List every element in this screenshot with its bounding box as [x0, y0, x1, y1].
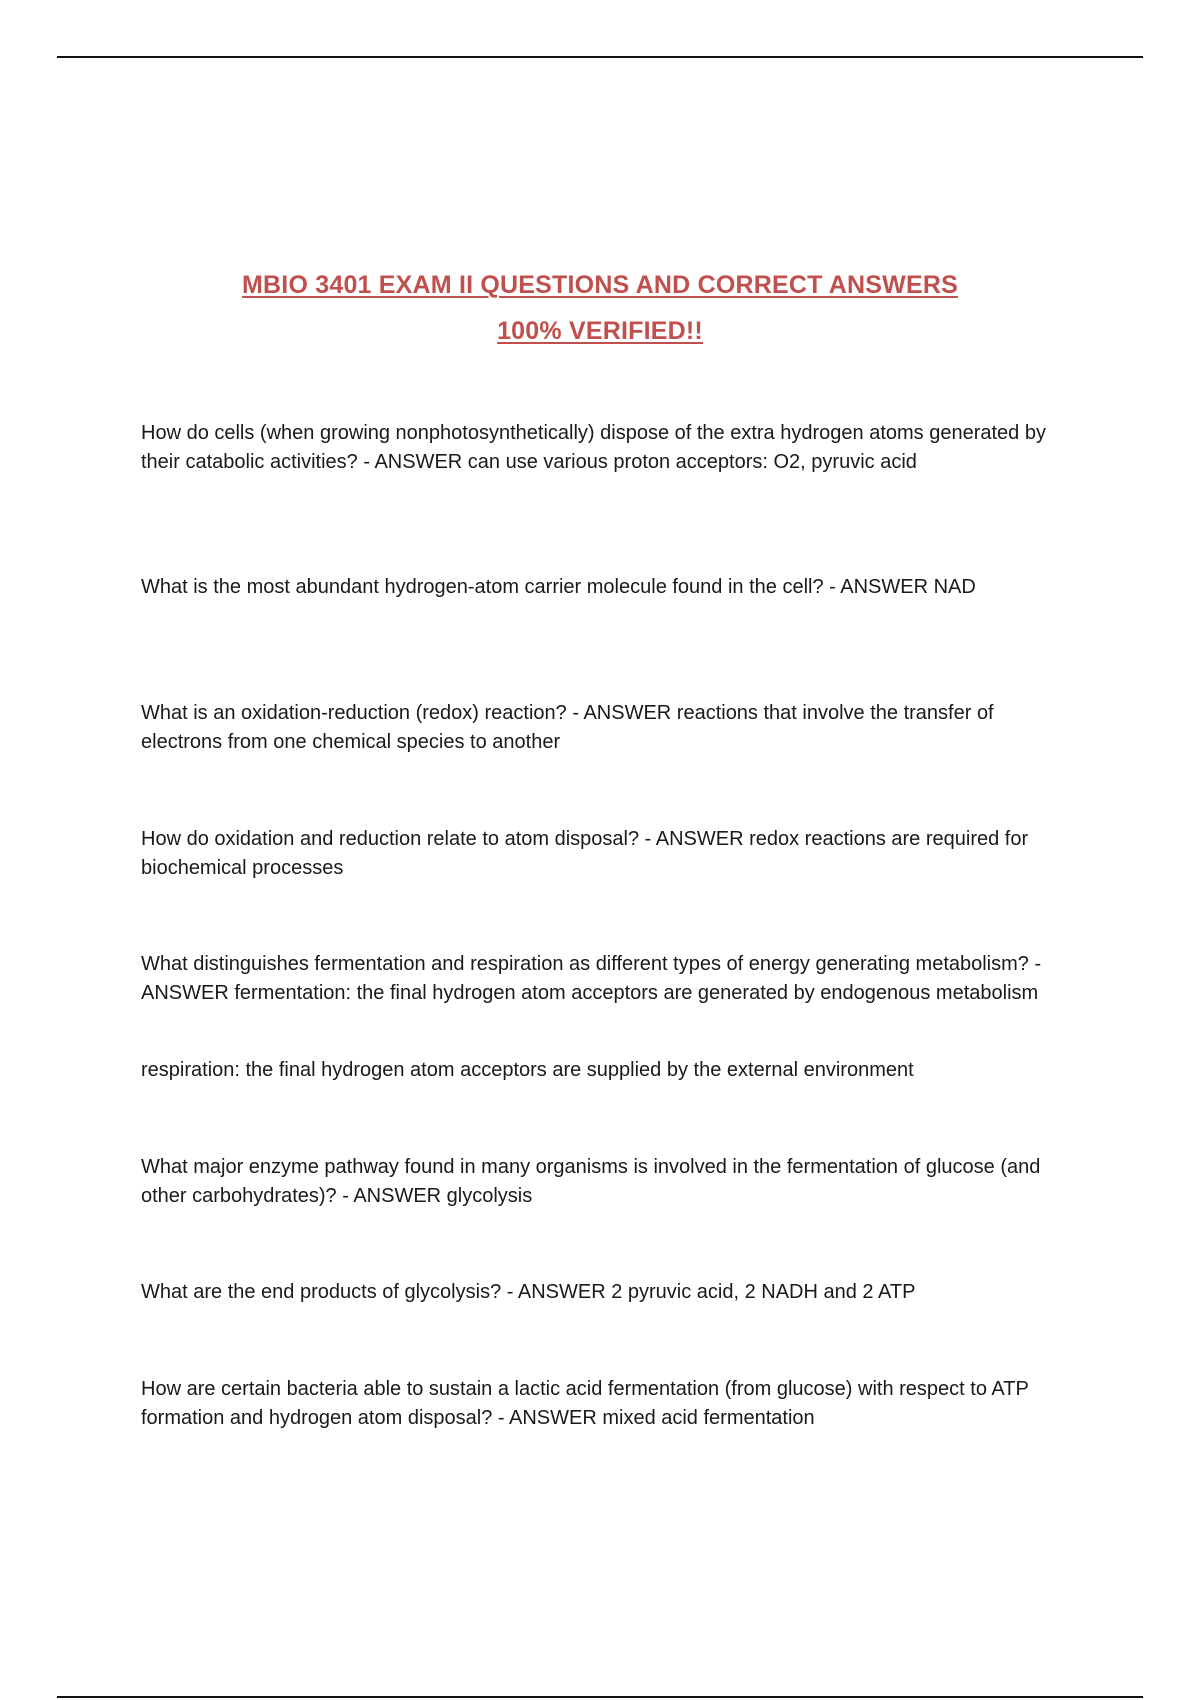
qa-item-4: How do oxidation and reduction relate to atom disposal? - ANSWER redox reactions are required for biochemical processes — [141, 828, 1029, 879]
qa-item-5: What distinguishes fermentation and respiration as different types of energy generating metabolism? - ANSWER fermentation: the final hydrogen atom acceptors are generated by endogenous metabolism — [141, 953, 1042, 1004]
qa-item-7: What are the end products of glycolysis? - ANSWER 2 pyruvic acid, 2 NADH and 2 ATP — [141, 1281, 916, 1303]
bottom-rule — [57, 1696, 1143, 1698]
title-line-1: MBIO 3401 EXAM II QUESTIONS AND CORRECT ANSWERS — [242, 271, 958, 299]
document-title — [100, 262, 1100, 354]
qa-item-6: What major enzyme pathway found in many organisms is involved in the fermentation of glucose (and other carbohydrates)? - ANSWER glycolysis — [141, 1156, 1041, 1207]
qa-item-8: How are certain bacteria able to sustain a lactic acid fermentation (from glucose) with respect to ATP formation and hydrogen atom disposal? - ANSWER mixed acid fermentation — [141, 1378, 1029, 1429]
qa-item-3: What is an oxidation-reduction (redox) reaction? - ANSWER reactions that involve the transfer of electrons from one chemical species to another — [141, 702, 994, 753]
qa-item-1: How do cells (when growing nonphotosynthetically) dispose of the extra hydrogen atoms generated by their catabolic activities? - ANSWER can use various proton acceptors: O2, pyruvic acid — [141, 422, 1046, 473]
qa-item-5-continued: respiration: the final hydrogen atom acceptors are supplied by the external environment — [141, 1059, 914, 1081]
title-line-2: 100% VERIFIED!! — [497, 317, 703, 345]
qa-item-2: What is the most abundant hydrogen-atom carrier molecule found in the cell? - ANSWER NAD — [141, 576, 976, 598]
top-rule — [57, 56, 1143, 58]
